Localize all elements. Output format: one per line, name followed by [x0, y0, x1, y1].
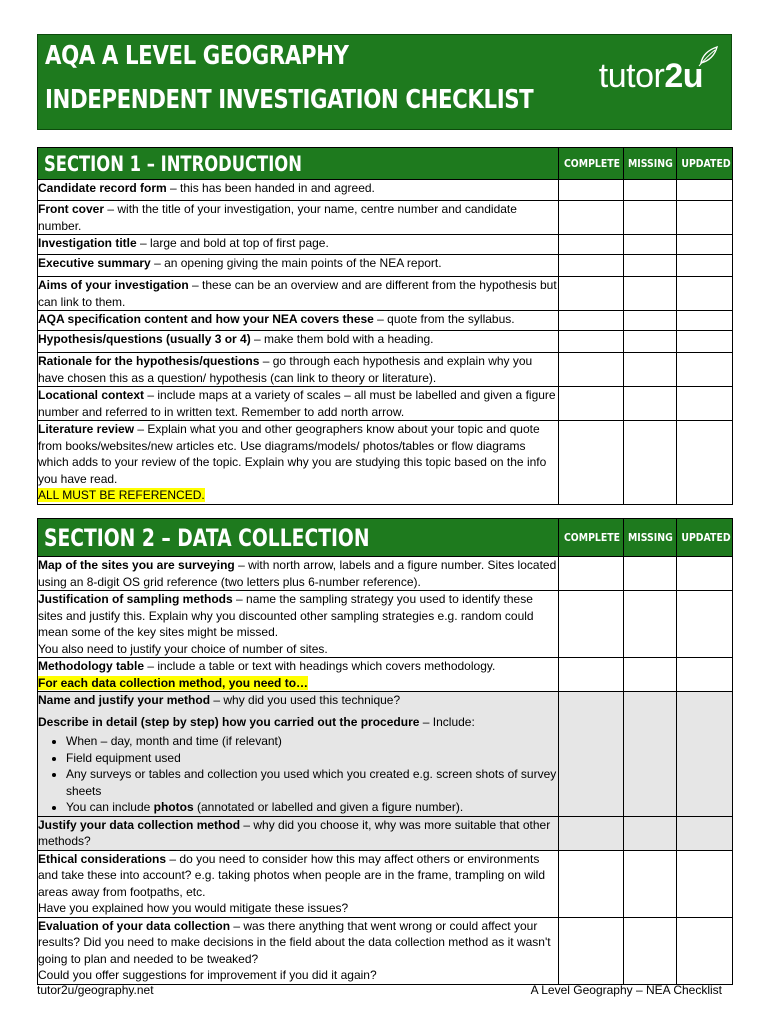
column-complete: COMPLETE [559, 148, 624, 180]
updated-checkbox[interactable] [677, 180, 733, 201]
updated-checkbox[interactable] [677, 235, 733, 255]
missing-checkbox[interactable] [624, 255, 677, 277]
list-item: • Any surveys or tables and collection you used which you created e.g. screen shots of survey sheets [66, 766, 558, 799]
table-row: Candidate record form – this has been handed in and agreed. [38, 180, 733, 201]
updated-checkbox[interactable] [677, 387, 733, 421]
logo-text-bold: 2u [664, 57, 703, 95]
table-row: Executive summary – an opening giving the main points of the NEA report. [38, 255, 733, 277]
column-updated: UPDATED [677, 148, 733, 180]
complete-checkbox[interactable] [559, 387, 624, 421]
updated-checkbox[interactable] [677, 311, 733, 331]
missing-checkbox[interactable] [624, 311, 677, 331]
column-complete: COMPLETE [559, 519, 624, 557]
missing-checkbox[interactable] [624, 917, 677, 984]
leaf-icon [695, 43, 721, 69]
table-row: Front cover – with the title of your investigation, your name, centre number and candidate number. [38, 201, 733, 235]
complete-checkbox[interactable] [559, 816, 624, 850]
complete-checkbox[interactable] [559, 421, 624, 505]
logo-text-regular: tutor [598, 57, 665, 95]
table-row: Locational context – include maps at a variety of scales – all must be labelled and given a figure number and referred to in written text. Remember to add north arrow. [38, 387, 733, 421]
table-row: Map of the sites you are surveying – with north arrow, labels and a figure number. Sites located using an 8-digit OS grid reference (two letters plus 6-number reference). [38, 557, 733, 591]
missing-checkbox[interactable] [624, 816, 677, 850]
updated-checkbox[interactable] [677, 692, 733, 817]
table-row: Investigation title – large and bold at top of first page. [38, 235, 733, 255]
table-row: Ethical considerations – do you need to consider how this may affect others or environments and take these into account? e.g. taking photos when people are in the frame, trampling on wild areas away from footpaths, etc. Have you explained how you would mitigate these issues? [38, 850, 733, 917]
complete-checkbox[interactable] [559, 201, 624, 235]
table-row: Evaluation of your data collection – was there anything that went wrong or could affect your results? Did you need to make decisions in the field about the data collection method as it wasn't going to plan and needed to be tweaked? Could you offer suggestions for improvement if you did it again? [38, 917, 733, 984]
updated-checkbox[interactable] [677, 277, 733, 311]
highlighted-note: ALL MUST BE REFERENCED. [38, 488, 205, 502]
complete-checkbox[interactable] [559, 917, 624, 984]
missing-checkbox[interactable] [624, 353, 677, 387]
highlighted-note: For each data collection method, you need to… [38, 675, 309, 690]
tutor2u-logo [599, 57, 703, 96]
page-header [37, 34, 732, 130]
missing-checkbox[interactable] [624, 591, 677, 658]
table-row: Rationale for the hypothesis/questions – go through each hypothesis and explain why you have chosen this as a question/ hypothesis (can link to theory or literature). [38, 353, 733, 387]
table-row: Hypothesis/questions (usually 3 or 4) – make them bold with a heading. [38, 331, 733, 353]
complete-checkbox[interactable] [559, 235, 624, 255]
updated-checkbox[interactable] [677, 201, 733, 235]
updated-checkbox[interactable] [677, 658, 733, 692]
complete-checkbox[interactable] [559, 255, 624, 277]
table-row: AQA specification content and how your NEA covers these – quote from the syllabus. [38, 311, 733, 331]
updated-checkbox[interactable] [677, 850, 733, 917]
missing-checkbox[interactable] [624, 421, 677, 505]
missing-checkbox[interactable] [624, 850, 677, 917]
complete-checkbox[interactable] [559, 658, 624, 692]
footer-document-title: A Level Geography – NEA Checklist [530, 983, 722, 997]
complete-checkbox[interactable] [559, 180, 624, 201]
complete-checkbox[interactable] [559, 692, 624, 817]
complete-checkbox[interactable] [559, 850, 624, 917]
section1-table [37, 147, 733, 505]
missing-checkbox[interactable] [624, 692, 677, 817]
missing-checkbox[interactable] [624, 331, 677, 353]
updated-checkbox[interactable] [677, 591, 733, 658]
table-row: Methodology table – include a table or text with headings which covers methodology. For each data collection method, you need to… [38, 658, 733, 692]
column-updated: UPDATED [677, 519, 733, 557]
procedure-list [38, 733, 558, 816]
table-row: Name and justify your method – why did you used this technique? Describe in detail (step by step) how you carried out the procedure – Include: • When – day, month and time (if relevant) • Field equipment used • Any surveys or tables and collection you used which you created e.g. screen shots of survey sheets • You can include photos (annotated or labelled and given a figure number). [38, 692, 733, 817]
missing-checkbox[interactable] [624, 557, 677, 591]
updated-checkbox[interactable] [677, 557, 733, 591]
missing-checkbox[interactable] [624, 201, 677, 235]
header-title-line2: INDEPENDENT INVESTIGATION CHECKLIST [45, 85, 534, 115]
table-row: Literature review – Explain what you and other geographers know about your topic and quote from books/websites/new articles etc. Use diagrams/models/ photos/tables or flow diagrams which adds to your review of the topic. Explain why you are studying this topic based on the info you have read. ALL MUST BE REFERENCED. [38, 421, 733, 505]
updated-checkbox[interactable] [677, 353, 733, 387]
complete-checkbox[interactable] [559, 277, 624, 311]
missing-checkbox[interactable] [624, 658, 677, 692]
updated-checkbox[interactable] [677, 421, 733, 505]
column-missing: MISSING [624, 519, 677, 557]
list-item: • When – day, month and time (if relevant) [66, 733, 558, 750]
complete-checkbox[interactable] [559, 591, 624, 658]
section1-title: SECTION 1 – INTRODUCTION [38, 148, 559, 180]
missing-checkbox[interactable] [624, 180, 677, 201]
table-row: Justification of sampling methods – name the sampling strategy you used to identify these sites and justify this. Explain why you discounted other sampling strategies e.g. random could mean some of the key sites might be missed. You also need to justify your choice of number of sites. [38, 591, 733, 658]
table-row: Aims of your investigation – these can be an overview and are different from the hypothesis but can link to them. [38, 277, 733, 311]
section2-table [37, 518, 733, 985]
list-item: • You can include photos (annotated or labelled and given a figure number). [66, 799, 558, 816]
complete-checkbox[interactable] [559, 331, 624, 353]
missing-checkbox[interactable] [624, 235, 677, 255]
updated-checkbox[interactable] [677, 255, 733, 277]
missing-checkbox[interactable] [624, 277, 677, 311]
table-row: Justify your data collection method – why did you choose it, why was more suitable that other methods? [38, 816, 733, 850]
header-title-line1: AQA A LEVEL GEOGRAPHY [45, 41, 349, 71]
updated-checkbox[interactable] [677, 917, 733, 984]
column-missing: MISSING [624, 148, 677, 180]
updated-checkbox[interactable] [677, 816, 733, 850]
section2-title: SECTION 2 – DATA COLLECTION [38, 519, 559, 557]
missing-checkbox[interactable] [624, 387, 677, 421]
complete-checkbox[interactable] [559, 311, 624, 331]
list-item: • Field equipment used [66, 750, 558, 767]
footer-website: tutor2u/geography.net [37, 983, 154, 997]
complete-checkbox[interactable] [559, 557, 624, 591]
complete-checkbox[interactable] [559, 353, 624, 387]
updated-checkbox[interactable] [677, 331, 733, 353]
